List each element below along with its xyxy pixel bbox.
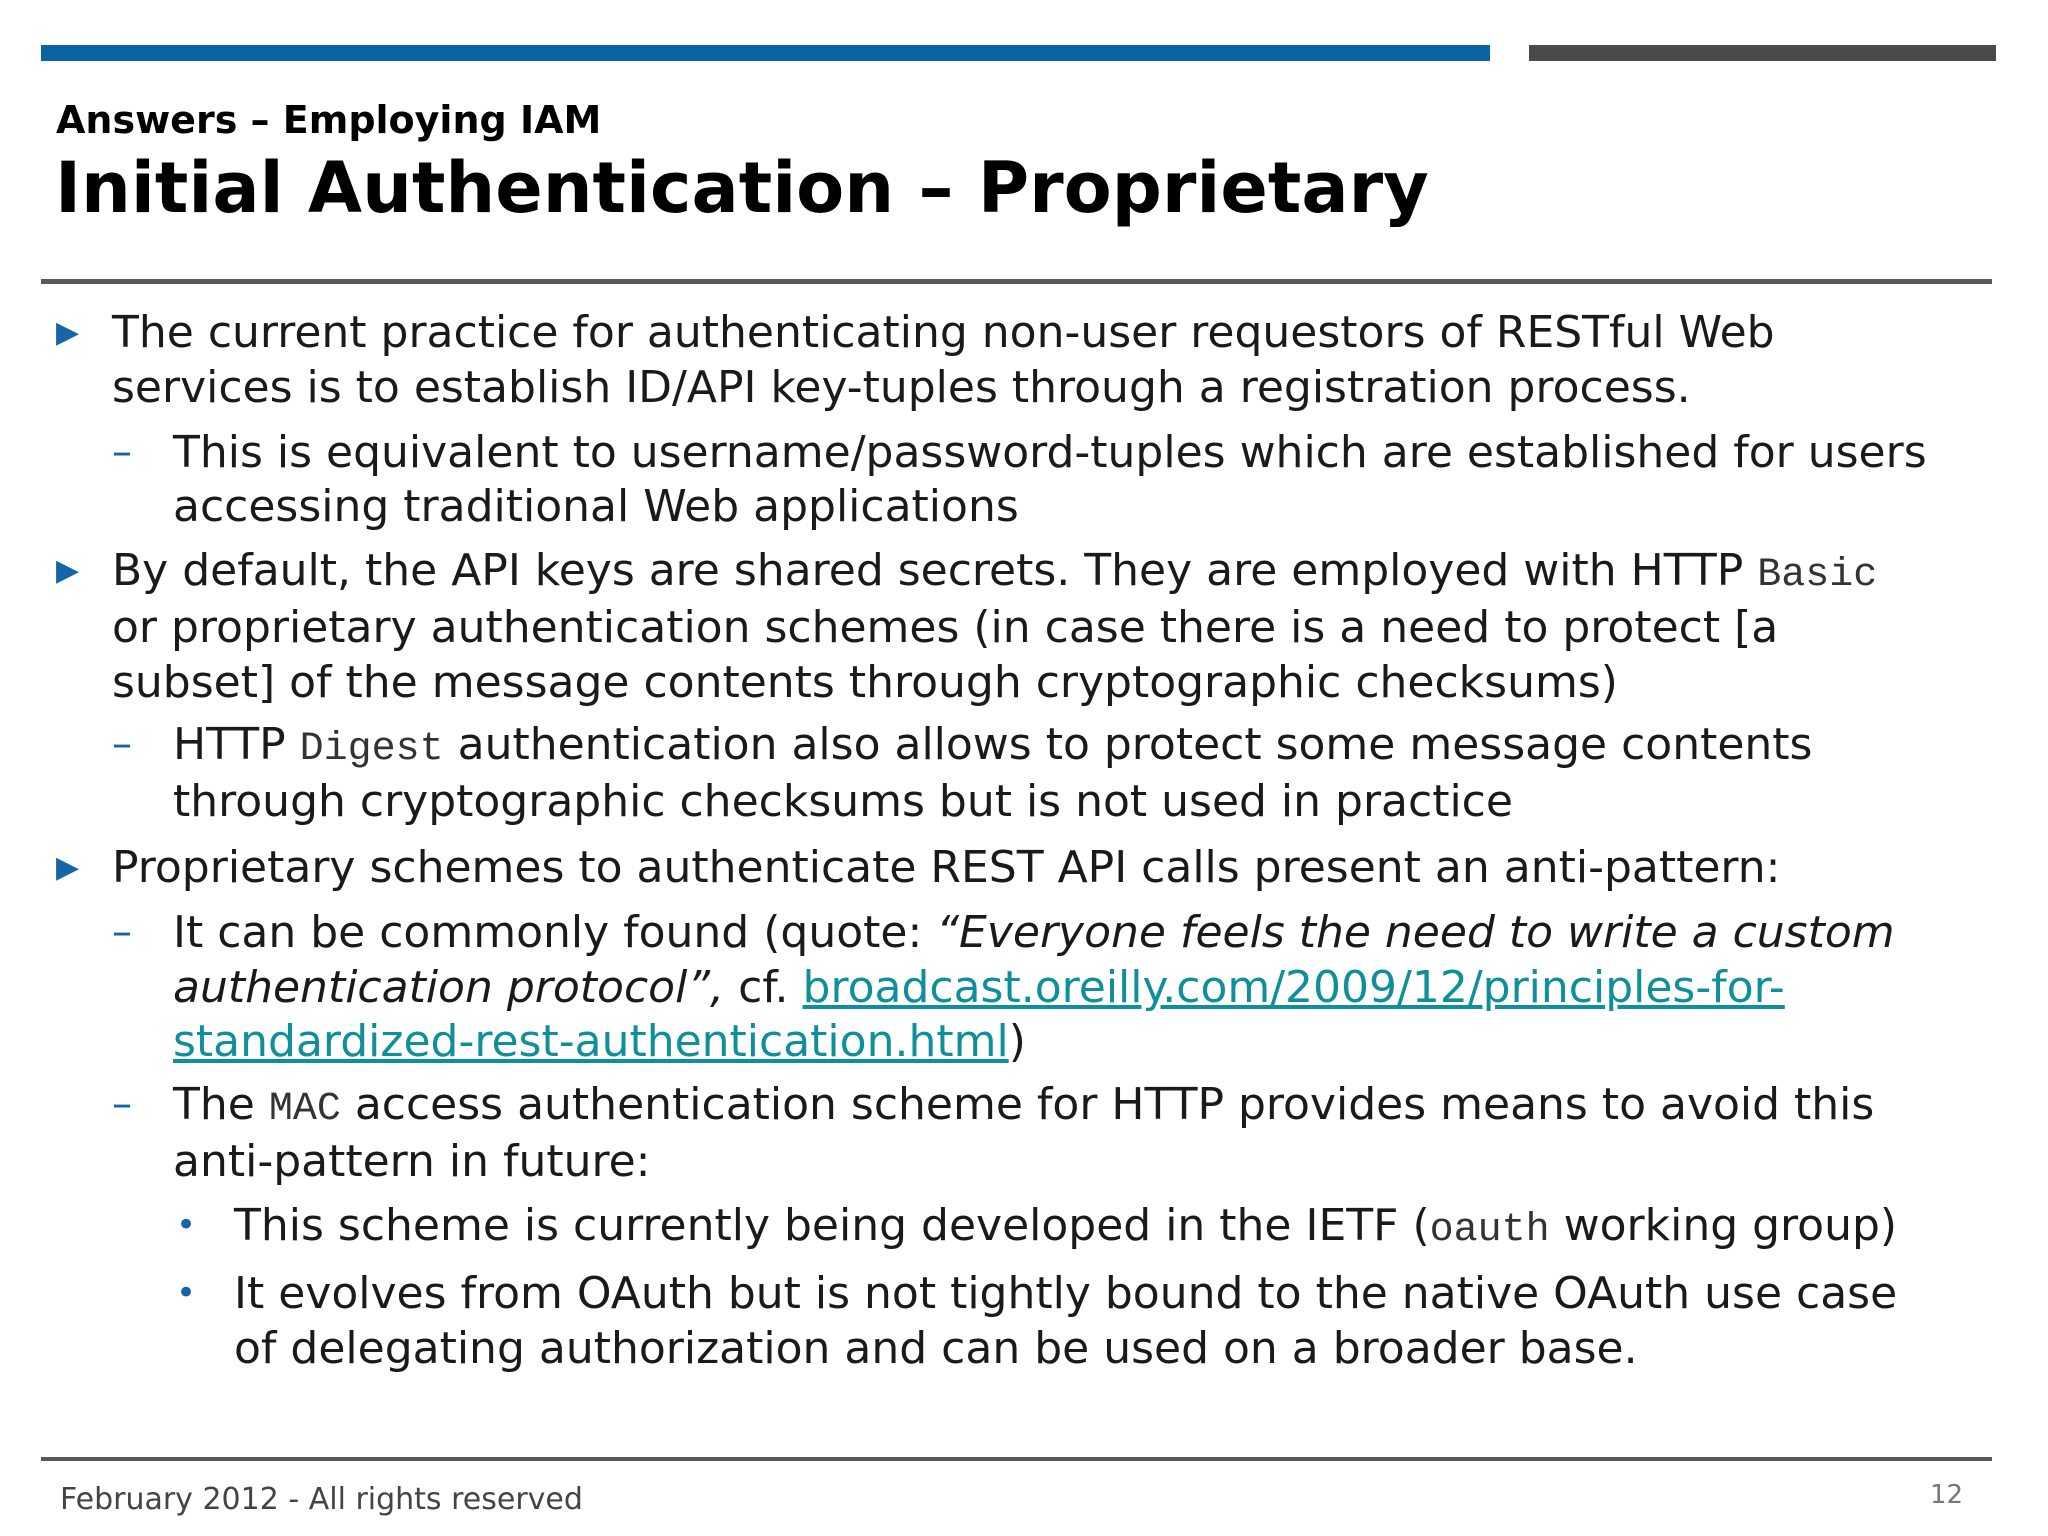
footer-copyright: February 2012 - All rights reserved [60, 1482, 583, 1517]
sub-bullet-3-1-line-2 [173, 960, 1785, 1015]
sub-sub-bullet-2-line-1: It evolves from OAuth but is not tightly bound to the native OAuth use case [234, 1268, 1898, 1319]
bullet-2-line-1 [112, 543, 1877, 603]
sub-bullet-2-1-pre: HTTP [173, 719, 300, 770]
sub-bullet-2-1-line-2: through cryptographic checksums but is not used in practice [173, 776, 1513, 827]
sub-bullet-1-1-line-2: accessing traditional Web applications [173, 481, 1019, 532]
bullet-triangle-icon: ▶ [56, 315, 80, 350]
sub-bullet-2-1-line-1 [173, 717, 1812, 777]
code-mac: MAC [268, 1087, 341, 1132]
bullet-1-line-2: services is to establish ID/API key-tuples through a registration process. [112, 362, 1691, 413]
dot-icon: • [176, 1273, 197, 1313]
sub-bullet-3-2-pre: The [173, 1079, 269, 1130]
reference-link-part-2[interactable]: standardized-rest-authentication.html [173, 1016, 1009, 1067]
slide-subtitle: Answers – Employing IAM [56, 98, 602, 142]
sub-bullet-2-1-post: authentication also allows to protect some message contents [443, 719, 1813, 770]
sub-bullet-3-2-post: access authentication scheme for HTTP provides means to avoid this [340, 1079, 1875, 1130]
dash-icon: – [112, 909, 132, 955]
bullet-2-line-3: subset] of the message contents through cryptographic checksums) [112, 657, 1618, 708]
sub-bullet-3-1-line-3 [173, 1014, 1026, 1069]
sub-bullet-3-1-line-1 [173, 905, 1895, 960]
quote-part-1: “Everyone feels the need to write a custom [936, 907, 1895, 958]
sub-bullet-3-2-line-1 [173, 1077, 1874, 1137]
sub-sub-bullet-1-line-1 [234, 1198, 1897, 1258]
bullet-3-line-1: Proprietary schemes to authenticate REST API calls present an anti-pattern: [112, 842, 1781, 893]
sub-sub-bullet-2-line-2: of delegating authorization and can be used on a broader base. [234, 1323, 1638, 1374]
dot-icon: • [176, 1205, 197, 1245]
cf-text: cf. [724, 962, 803, 1013]
slide-title: Initial Authentication – Proprietary [55, 147, 1429, 229]
dash-icon: – [112, 1081, 132, 1127]
code-digest: Digest [299, 727, 444, 772]
bullet-triangle-icon: ▶ [56, 553, 80, 588]
sub-sub-bullet-1-pre: This scheme is currently being developed in the IETF ( [234, 1200, 1430, 1251]
dash-icon: – [112, 721, 132, 767]
sub-bullet-3-2-line-2: anti-pattern in future: [173, 1136, 651, 1187]
code-basic: Basic [1757, 553, 1878, 598]
bullet-triangle-icon: ▶ [56, 850, 80, 885]
quote-part-2: authentication protocol”, [173, 962, 725, 1013]
sub-bullet-1-1-line-1: This is equivalent to username/password-tuples which are established for users [173, 427, 1927, 478]
sub-sub-bullet-1-post: working group) [1549, 1200, 1898, 1251]
bullet-2-line-1-text: By default, the API keys are shared secrets. They are employed with HTTP [112, 545, 1758, 596]
closing-paren: ) [1008, 1016, 1026, 1067]
bullet-1-line-1: The current practice for authenticating non-user requestors of RESTful Web [112, 307, 1775, 358]
bullet-2-line-2: or proprietary authentication schemes (in case there is a need to protect [a [112, 602, 1779, 653]
page-number: 12 [1930, 1480, 1964, 1510]
code-oauth: oauth [1429, 1208, 1550, 1253]
dash-icon: – [112, 429, 132, 475]
reference-link-part-1[interactable]: broadcast.oreilly.com/2009/12/principles-for- [802, 962, 1785, 1013]
footer-divider [41, 1457, 1992, 1461]
sub-bullet-3-1-pre: It can be commonly found (quote: [173, 907, 937, 958]
